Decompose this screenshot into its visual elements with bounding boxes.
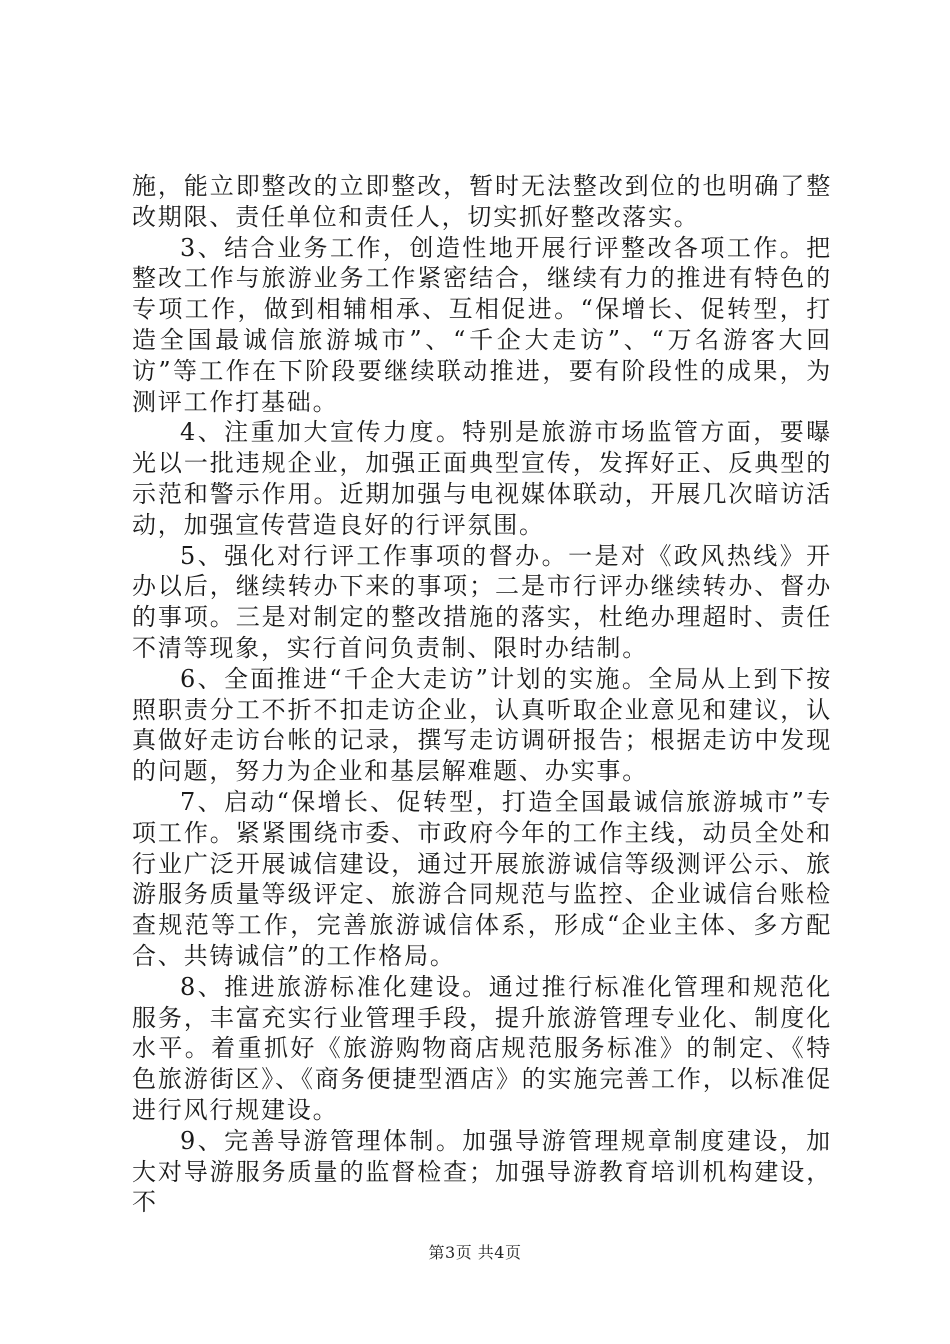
paragraph-item-4: 4、注重加大宣传力度。特别是旅游市场监管方面，要曝光以一批违规企业，加强正面典型宣传，发挥好正、反典型的示范和警示作用。近期加强与电视媒体联动，开展几次暗访活动，加强宣传营造良好的行评氛围。 [132, 418, 832, 539]
paragraph-continuation: 施，能立即整改的立即整改，暂时无法整改到位的也明确了整改期限、责任单位和责任人，切实抓好整改落实。 [132, 172, 832, 231]
paragraph-item-5: 5、强化对行评工作事项的督办。一是对《政风热线》开办以后，继续转办下来的事项；二是市行评办继续转办、督办的事项。三是对制定的整改措施的落实，杜绝办理超时、责任不清等现象，实行首问负责制、限时办结制。 [132, 541, 832, 662]
page-footer: 第3页 共4页 [428, 1243, 522, 1262]
paragraph-item-8: 8、推进旅游标准化建设。通过推行标准化管理和规范化服务，丰富充实行业管理手段，提升旅游管理专业化、制度化水平。着重抓好《旅游购物商店规范服务标准》的制定、《特色旅游街区》、《商务便捷型酒店》的实施完善工作，以标准促进行风行规建设。 [132, 972, 832, 1124]
paragraph-item-9: 9、完善导游管理体制。加强导游管理规章制度建设，加大对导游服务质量的监督检查；加强导游教育培训机构建设，不 [132, 1126, 832, 1217]
paragraph-item-6: 6、全面推进“千企大走访”计划的实施。全局从上到下按照职责分工不折不扣走访企业，认真听取企业意见和建议，认真做好走访台帐的记录，撰写走访调研报告；根据走访中发现的问题，努力为企业和基层解难题、办实事。 [132, 664, 832, 786]
paragraph-item-3: 3、结合业务工作，创造性地开展行评整改各项工作。把整改工作与旅游业务工作紧密结合，继续有力的推进有特色的专项工作，做到相辅相承、互相促进。“保增长、促转型，打造全国最诚信旅游城市”、“千企大走访”、“万名游客大回访”等工作在下阶段要继续联动推进，要有阶段性的成果，为测评工作打基础。 [132, 233, 832, 416]
paragraph-item-7: 7、启动“保增长、促转型，打造全国最诚信旅游城市”专项工作。紧紧围绕市委、市政府今年的工作主线，动员全处和行业广泛开展诚信建设，通过开展旅游诚信等级测评公示、旅游服务质量等级评定、旅游合同规范与监控、企业诚信台账检查规范等工作，完善旅游诚信体系，形成“企业主体、多方配合、共铸诚信”的工作格局。 [132, 787, 832, 970]
document-body [132, 171, 832, 1218]
